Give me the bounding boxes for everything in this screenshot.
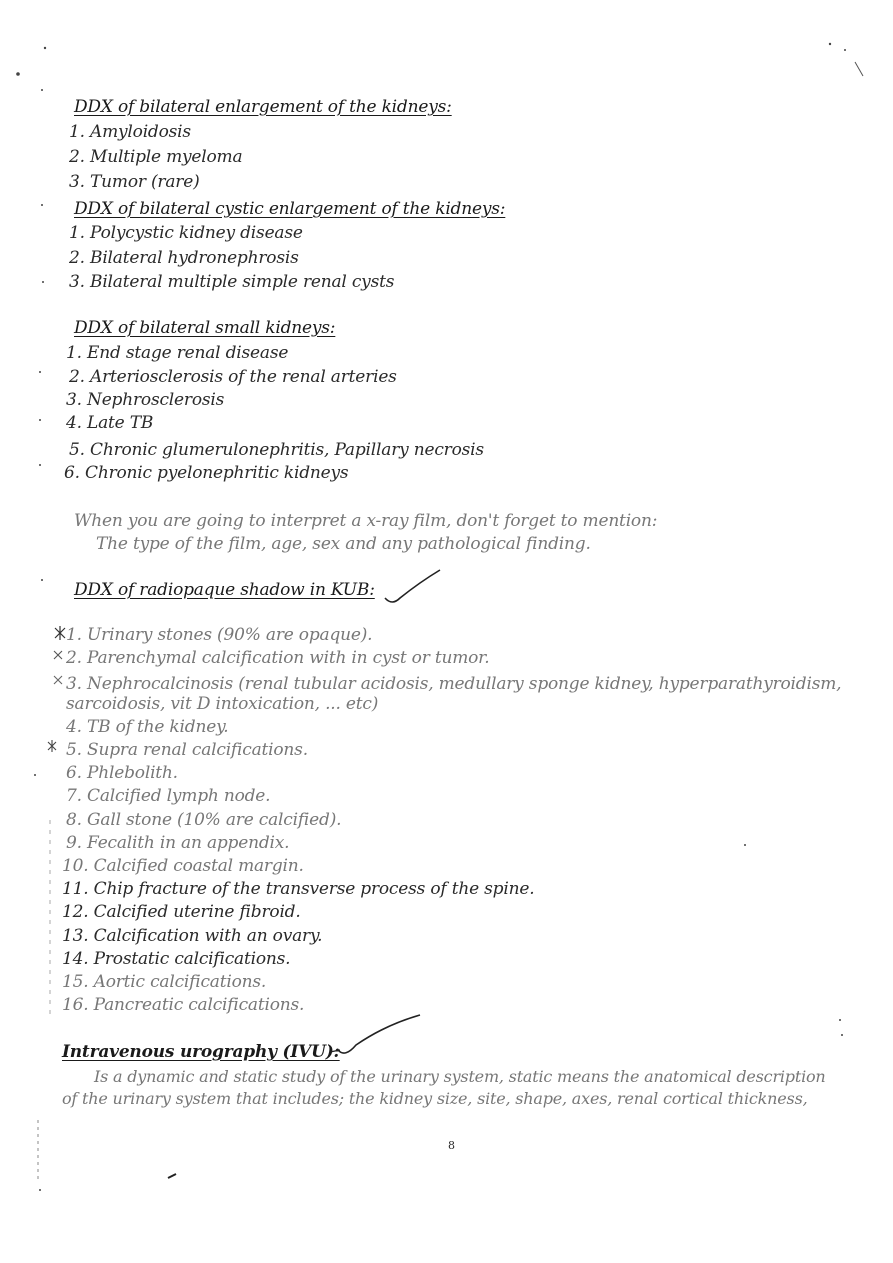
asterisk-icon: [54, 676, 62, 684]
list-item: 16. Pancreatic calcifications.: [62, 995, 305, 1015]
list-item: 6. Chronic pyelonephritic kidneys: [64, 463, 349, 483]
asterisk-icon: [48, 740, 56, 752]
scan-specks: [16, 43, 846, 1191]
heading-small-kidneys: DDX of bilateral small kidneys:: [74, 318, 336, 338]
list-item: 14. Prostatic calcifications.: [62, 949, 291, 969]
list-item: 2. Multiple myeloma: [69, 147, 243, 167]
paragraph-line-2: of the urinary system that includes; the kidney size, site, shape, axes, renal cortical thickness,: [62, 1089, 808, 1108]
list-item: 3. Nephrosclerosis: [66, 390, 225, 410]
heading-bilateral-enlargement: DDX of bilateral enlargement of the kidneys:: [74, 97, 452, 117]
list-item: 4. Late TB: [66, 413, 154, 433]
list-item: 4. TB of the kidney.: [66, 717, 229, 737]
list-item: 2. Arteriosclerosis of the renal arteries: [69, 367, 397, 387]
list-item: 6. Phlebolith.: [66, 763, 178, 783]
list-item: 3. Bilateral multiple simple renal cysts: [69, 272, 395, 292]
list-item: 5. Supra renal calcifications.: [66, 740, 308, 760]
list-item: 15. Aortic calcifications.: [62, 972, 267, 992]
list-item: 1. Polycystic kidney disease: [69, 223, 303, 243]
list-item: 5. Chronic glumerulonephritis, Papillary necrosis: [69, 440, 484, 460]
checkmark-icon: [385, 570, 440, 602]
page-number: 8: [448, 1139, 455, 1152]
list-item: 2. Bilateral hydronephrosis: [69, 248, 299, 268]
list-item: 9. Fecalith in an appendix.: [66, 833, 290, 853]
list-item: 1. Amyloidosis: [69, 122, 191, 142]
list-item: 8. Gall stone (10% are calcified).: [66, 810, 342, 830]
list-item: 10. Calcified coastal margin.: [62, 856, 304, 876]
list-item: 7. Calcified lymph node.: [66, 786, 271, 806]
list-item: 3. Tumor (rare): [69, 172, 200, 192]
heading-cystic-enlargement: DDX of bilateral cystic enlargement of the kidneys:: [74, 199, 506, 219]
asterisk-icon: [55, 626, 65, 640]
note-line-1: When you are going to interpret a x-ray film, don't forget to mention:: [74, 511, 658, 531]
list-item: 1. End stage renal disease: [66, 343, 289, 363]
heading-ivu: Intravenous urography (IVU):: [62, 1042, 340, 1062]
list-item: 3. Nephrocalcinosis (renal tubular acidosis, medullary sponge kidney, hyperparathyroidism,: [66, 674, 842, 694]
list-item: 12. Calcified uterine fibroid.: [62, 902, 301, 922]
list-item: 13. Calcification with an ovary.: [62, 926, 323, 946]
list-item: 1. Urinary stones (90% are opaque).: [66, 625, 373, 645]
heading-radiopaque-shadow: DDX of radiopaque shadow in KUB:: [74, 580, 375, 600]
paragraph-line-1: Is a dynamic and static study of the urinary system, static means the anatomical description: [94, 1067, 826, 1086]
list-item: 2. Parenchymal calcification with in cyst or tumor.: [66, 648, 490, 668]
list-item: sarcoidosis, vit D intoxication, ... etc): [66, 694, 379, 714]
checkmark-icon: [338, 1015, 420, 1053]
list-item: 11. Chip fracture of the transverse process of the spine.: [62, 879, 535, 899]
asterisk-icon: [54, 651, 62, 659]
note-line-2: The type of the film, age, sex and any pathological finding.: [96, 534, 591, 554]
